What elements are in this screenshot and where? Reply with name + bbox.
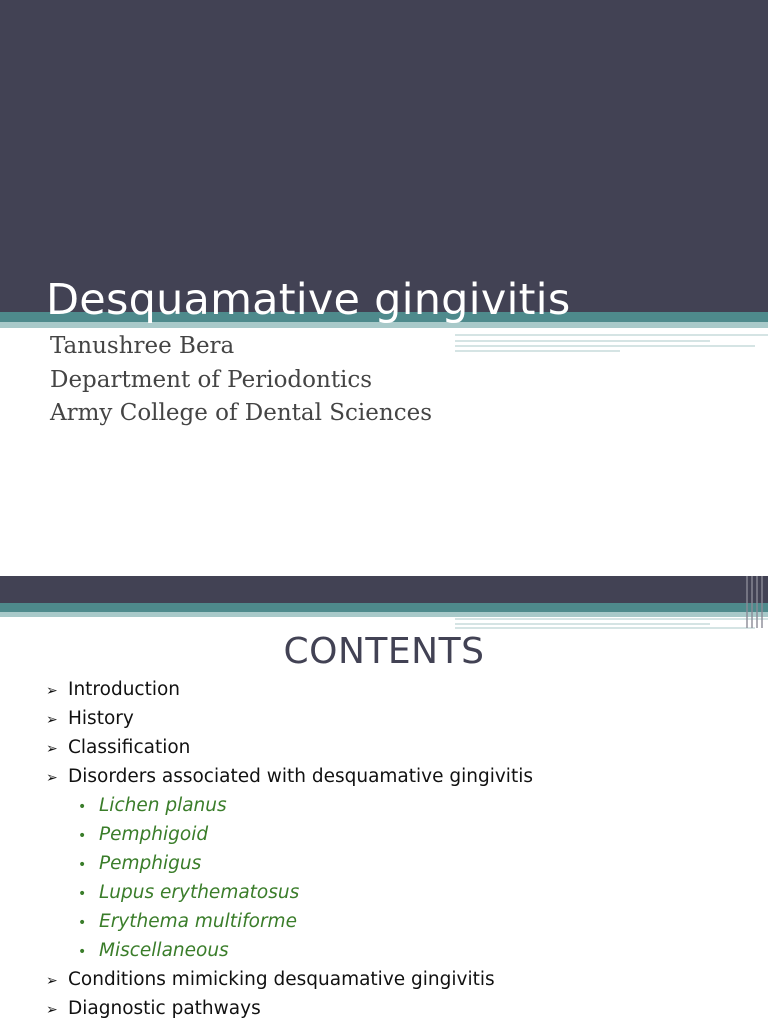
dot-bullet-icon: • xyxy=(78,799,87,815)
arrow-bullet-icon: ➢ xyxy=(46,741,58,757)
sub-list-item-label: Pemphigoid xyxy=(99,824,209,845)
presenter-name: Tanushree Bera xyxy=(50,333,235,359)
list-item xyxy=(46,737,766,766)
list-item-label: History xyxy=(68,708,134,729)
sub-list-item xyxy=(46,911,766,940)
slide-title: Desquamative gingivitis xyxy=(46,275,571,325)
contents-slide xyxy=(0,576,768,1024)
dot-bullet-icon: • xyxy=(78,915,87,931)
list-item xyxy=(46,708,766,737)
dot-bullet-icon: • xyxy=(78,886,87,902)
sub-list-item xyxy=(46,882,766,911)
arrow-bullet-icon: ➢ xyxy=(46,770,58,786)
sub-list-item-label: Miscellaneous xyxy=(99,940,229,961)
dot-bullet-icon: • xyxy=(78,944,87,960)
accent-band xyxy=(0,603,768,612)
sub-list-item xyxy=(46,853,766,882)
arrow-bullet-icon: ➢ xyxy=(46,712,58,728)
presenter-institution: Army College of Dental Sciences xyxy=(50,400,433,426)
list-item-label: Diagnostic pathways xyxy=(68,998,261,1019)
sub-list-item xyxy=(46,824,766,853)
sub-list-item-label: Lichen planus xyxy=(99,795,227,816)
arrow-bullet-icon: ➢ xyxy=(46,973,58,989)
decorative-vertical-lines xyxy=(744,576,768,628)
contents-heading: CONTENTS xyxy=(283,631,485,672)
sub-list-item xyxy=(46,940,766,969)
list-item xyxy=(46,998,766,1024)
sub-list-item-label: Pemphigus xyxy=(99,853,202,874)
list-item-label: Conditions mimicking desquamative gingivitis xyxy=(68,969,495,990)
header-band xyxy=(0,0,768,312)
header-band xyxy=(0,576,768,603)
arrow-bullet-icon: ➢ xyxy=(46,1002,58,1018)
list-item xyxy=(46,679,766,708)
dot-bullet-icon: • xyxy=(78,828,87,844)
sub-list-item-label: Lupus erythematosus xyxy=(99,882,300,903)
list-item-label: Introduction xyxy=(68,679,181,700)
arrow-bullet-icon: ➢ xyxy=(46,683,58,699)
table-of-contents xyxy=(46,679,766,1024)
dot-bullet-icon: • xyxy=(78,857,87,873)
presenter-info xyxy=(50,330,432,431)
list-item-label: Disorders associated with desquamative gingivitis xyxy=(68,766,533,787)
sub-list-item xyxy=(46,795,766,824)
decorative-stripes xyxy=(455,328,768,356)
list-item-label: Classification xyxy=(68,737,191,758)
sub-list-item-label: Erythema multiforme xyxy=(99,911,297,932)
list-item xyxy=(46,969,766,998)
presenter-department: Department of Periodontics xyxy=(50,366,373,393)
list-item xyxy=(46,766,766,795)
decorative-stripes xyxy=(455,617,768,631)
